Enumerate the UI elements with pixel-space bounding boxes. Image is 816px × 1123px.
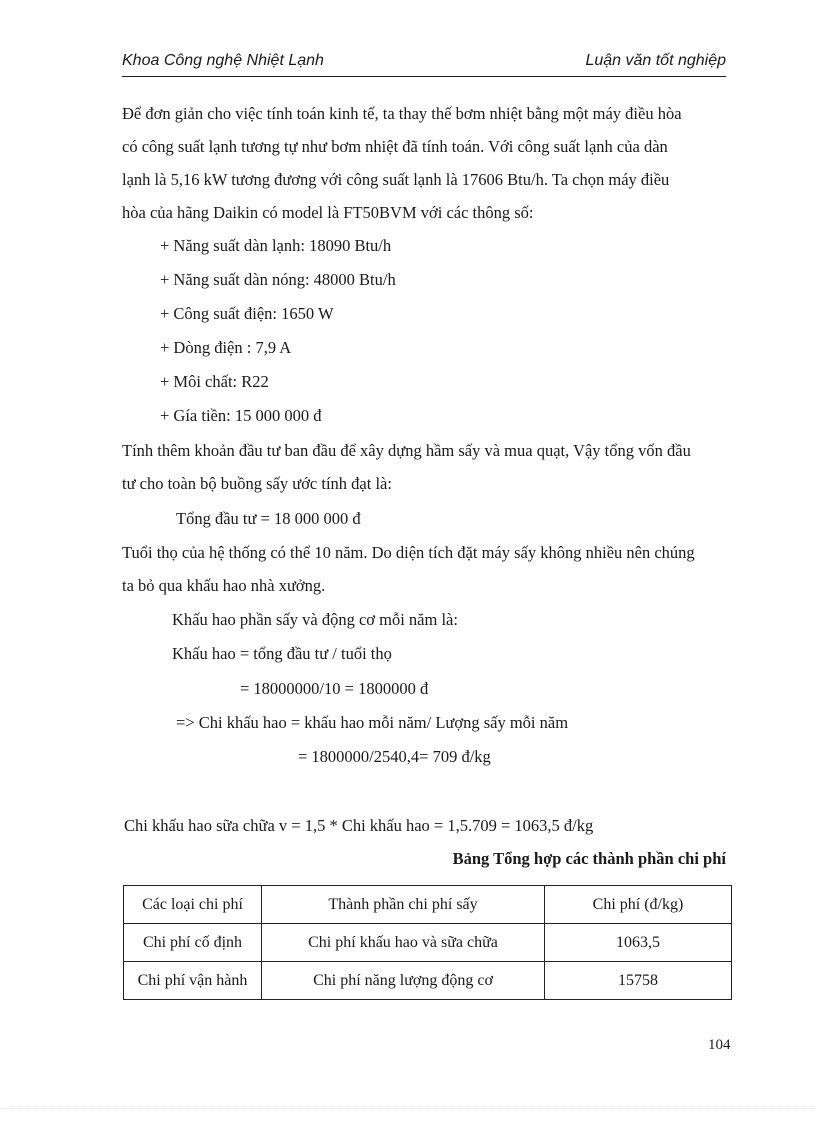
formula-line: = 18000000/10 = 1800000 đ — [240, 679, 429, 698]
paragraph-line: Chi khấu hao sữa chữa v = 1,5 * Chi khấu hao = 1,5.709 = 1063,5 đ/kg — [124, 816, 594, 835]
table-header-cell: Chi phí (đ/kg) — [545, 886, 732, 924]
table-row — [124, 924, 732, 962]
paragraph-line: tư cho toàn bộ buồng sấy ước tính đạt là: — [122, 474, 392, 493]
spec-item: + Môi chất: R22 — [160, 372, 269, 391]
page-footer-divider — [0, 1108, 816, 1109]
paragraph-line: ta bỏ qua khấu hao nhà xưởng. — [122, 576, 326, 595]
table-cell: 1063,5 — [545, 924, 732, 962]
formula-line: Tổng đầu tư = 18 000 000 đ — [176, 509, 361, 528]
paragraph-line: hòa của hãng Daikin có model là FT50BVM với các thông số: — [122, 203, 534, 222]
paragraph-line: Để đơn giản cho việc tính toán kinh tế, ta thay thế bơm nhiệt bằng một máy điều hòa — [122, 104, 682, 123]
table-cell: Chi phí vận hành — [124, 962, 262, 1000]
formula-line: Khấu hao phần sấy và động cơ mỗi năm là: — [172, 610, 458, 629]
spec-item: + Năng suất dàn nóng: 48000 Btu/h — [160, 270, 396, 289]
header-thesis-label: Luận văn tốt nghiệp — [585, 52, 726, 69]
page-number: 104 — [708, 1037, 731, 1053]
table-header-cell: Thành phần chi phí sấy — [262, 886, 545, 924]
paragraph-line: Tuổi thọ của hệ thống có thể 10 năm. Do diện tích đặt máy sấy không nhiều nên chúng — [122, 543, 695, 562]
formula-line: => Chi khấu hao = khấu hao mỗi năm/ Lượng sấy mỗi năm — [176, 713, 569, 732]
table-cell: 15758 — [545, 962, 732, 1000]
page-header — [122, 50, 726, 77]
formula-line: Khấu hao = tổng đầu tư / tuổi thọ — [172, 644, 392, 663]
formula-line: = 1800000/2540,4= 709 đ/kg — [298, 747, 491, 766]
cost-summary-table — [123, 885, 732, 1000]
spec-item: + Công suất điện: 1650 W — [160, 304, 334, 323]
table-title: Bảng Tổng hợp các thành phần chi phí — [452, 849, 726, 868]
spec-item: + Dòng điện : 7,9 A — [160, 338, 292, 357]
table-cell: Chi phí cố định — [124, 924, 262, 962]
table-header-row — [124, 886, 732, 924]
header-department: Khoa Công nghệ Nhiệt Lạnh — [122, 52, 324, 69]
table-cell: Chi phí năng lượng động cơ — [262, 962, 545, 1000]
table-row — [124, 962, 732, 1000]
spec-item: + Năng suất dàn lạnh: 18090 Btu/h — [160, 236, 392, 255]
table-header-cell: Các loại chi phí — [124, 886, 262, 924]
paragraph-line: Tính thêm khoản đầu tư ban đầu để xây dựng hầm sấy và mua quạt, Vậy tổng vốn đầu — [122, 441, 691, 460]
table-cell: Chi phí khấu hao và sữa chữa — [262, 924, 545, 962]
paragraph-line: lạnh là 5,16 kW tương đương với công suất lạnh là 17606 Btu/h. Ta chọn máy điều — [122, 170, 670, 189]
spec-item: + Gía tiền: 15 000 000 đ — [160, 406, 322, 425]
paragraph-line: có công suất lạnh tương tự như bơm nhiệt đã tính toán. Với công suất lạnh của dàn — [122, 137, 668, 156]
